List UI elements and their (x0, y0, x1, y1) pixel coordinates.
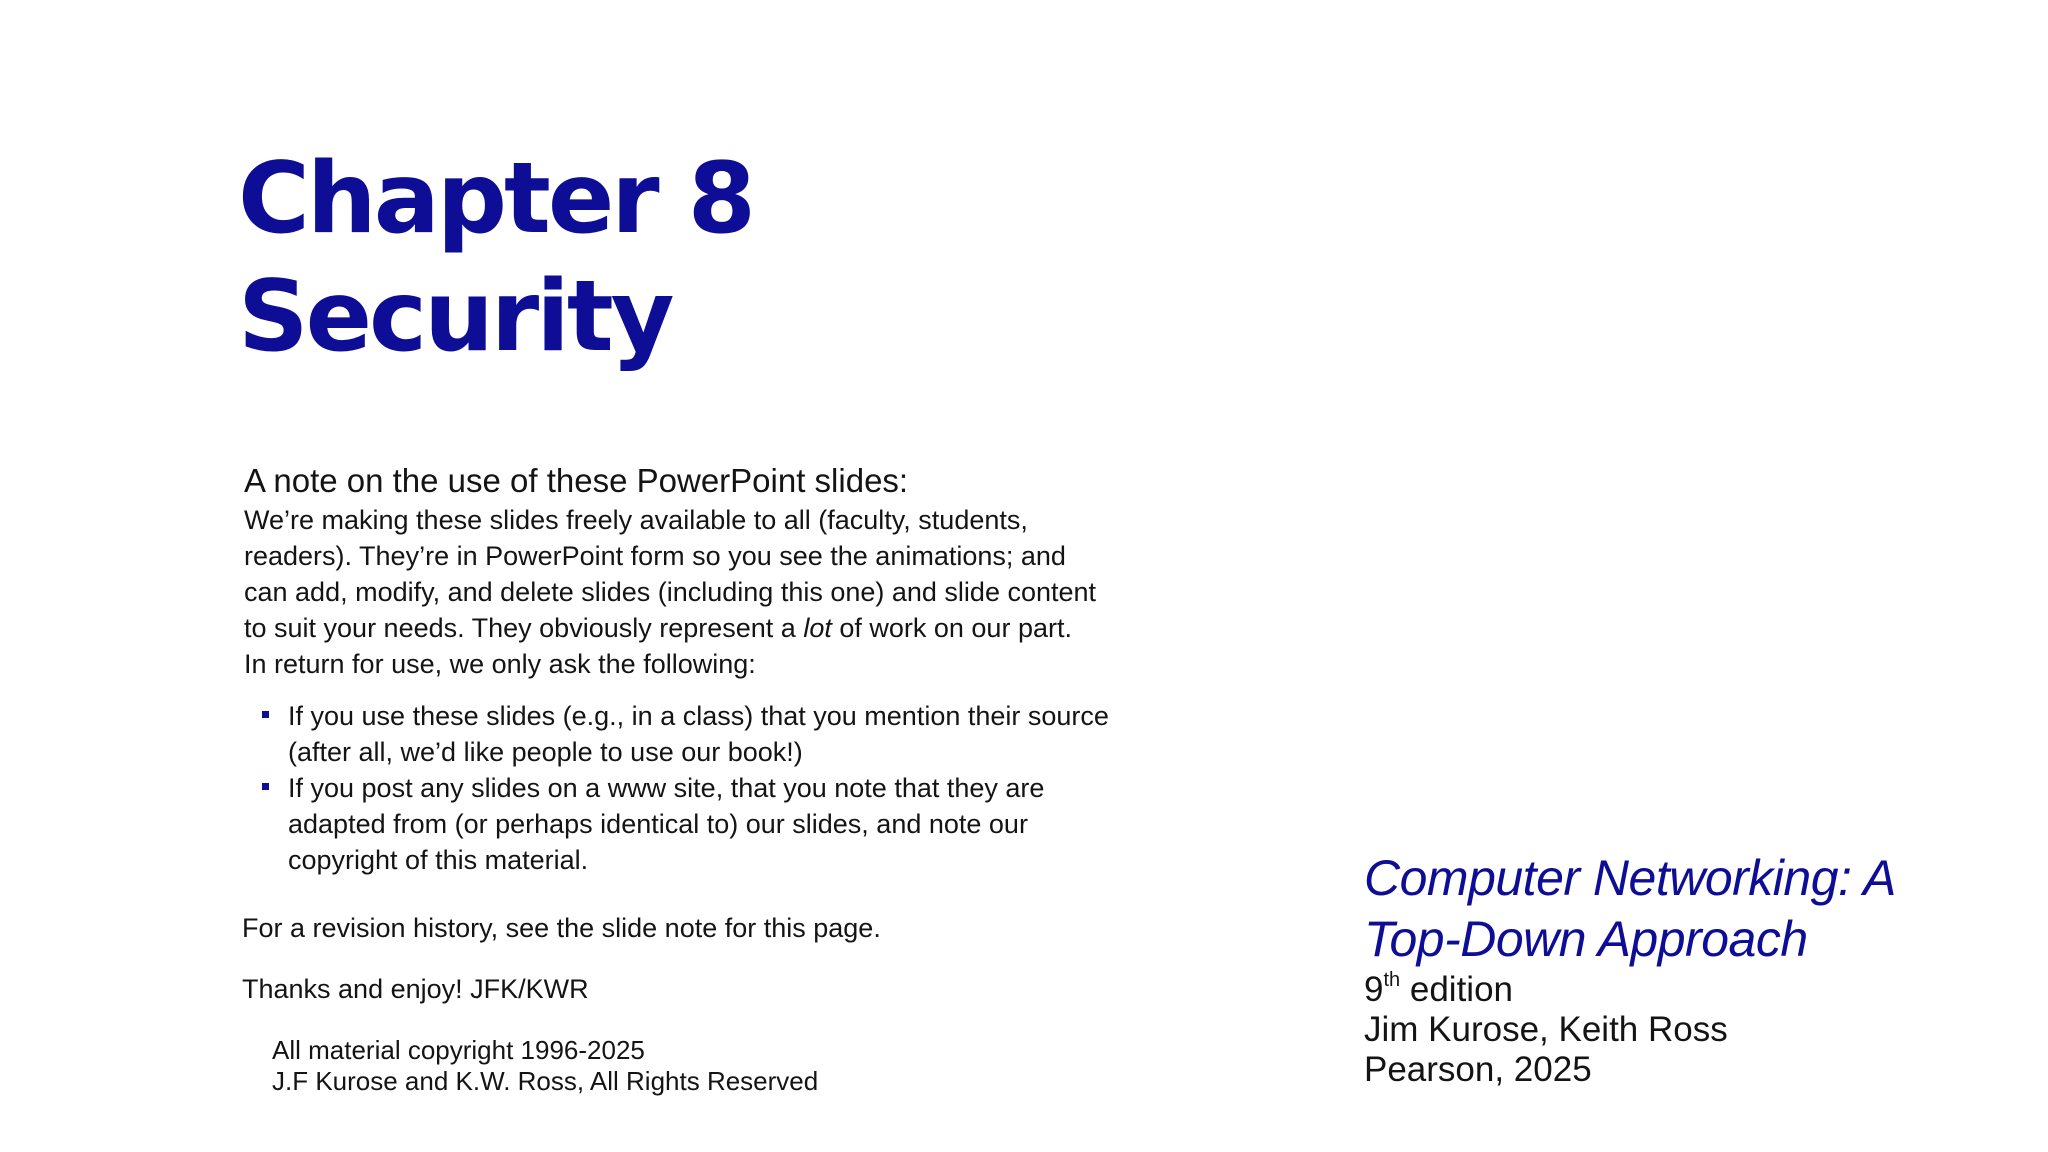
square-bullet-icon (262, 711, 269, 718)
request-list (244, 698, 1144, 878)
book-info (1364, 848, 2024, 1090)
list-item-line: copyright of this material. (288, 845, 589, 875)
list-item-line: If you use these slides (e.g., in a class) that you mention their source (288, 701, 1109, 731)
edition-suffix: th (1383, 969, 1401, 992)
copyright-line: All material copyright 1996-2025 (272, 1035, 645, 1065)
slide-title-line2: Security (238, 260, 672, 374)
edition-word: edition (1400, 970, 1514, 1009)
list-item-line: If you post any slides on a www site, that you note that they are (288, 773, 1045, 803)
paragraph-emphasis: lot (803, 613, 832, 643)
square-bullet-icon (262, 783, 269, 790)
paragraph-line: In return for use, we only ask the following: (244, 649, 756, 679)
slide-title-line1: Chapter 8 (238, 142, 753, 256)
book-title-line2: Top-Down Approach (1364, 911, 1808, 967)
list-item-line: (after all, we’d like people to use our book!) (288, 737, 803, 767)
paragraph-line (244, 610, 1144, 646)
paragraph-line: We’re making these slides freely available to all (faculty, students, (244, 505, 1028, 535)
revision-note: For a revision history, see the slide note for this page. (242, 913, 881, 943)
usage-note (244, 460, 1144, 878)
usage-note-heading: A note on the use of these PowerPoint slides: (244, 462, 909, 499)
book-authors: Jim Kurose, Keith Ross (1364, 1010, 1728, 1049)
paragraph-line: can add, modify, and delete slides (including this one) and slide content (244, 577, 1097, 607)
book-edition (1364, 970, 2024, 1010)
usage-note-paragraph (244, 502, 1144, 682)
edition-number: 9 (1364, 970, 1384, 1009)
book-title-line1: Computer Networking: A (1364, 850, 1896, 906)
paragraph-text: to suit your needs. They obviously represent a (244, 613, 804, 643)
book-details (1364, 970, 2024, 1090)
book-publisher: Pearson, 2025 (1364, 1050, 1592, 1089)
copyright-notice (272, 1035, 818, 1097)
copyright-line: J.F Kurose and K.W. Ross, All Rights Reserved (272, 1066, 819, 1096)
list-item-line: adapted from (or perhaps identical to) our slides, and note our (288, 809, 1028, 839)
thanks-note: Thanks and enjoy! JFK/KWR (242, 974, 589, 1004)
request-list-item (244, 698, 1144, 770)
request-list-item (244, 770, 1144, 878)
paragraph-text: of work on our part. (831, 613, 1072, 643)
paragraph-line: readers). They’re in PowerPoint form so you see the animations; and (244, 541, 1066, 571)
slide-title (238, 140, 753, 376)
book-title (1364, 848, 2024, 970)
